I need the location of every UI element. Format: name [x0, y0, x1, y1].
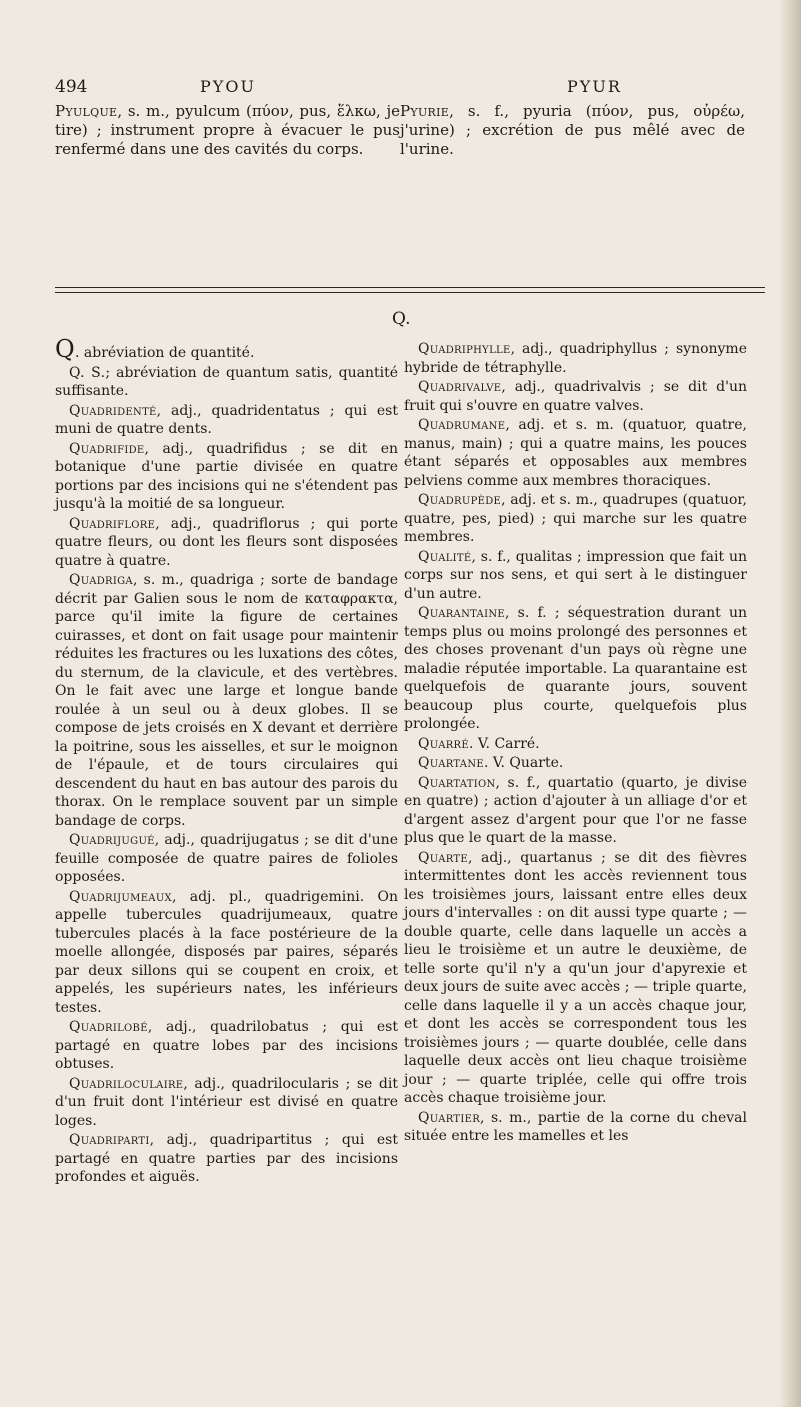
entry-headword: Quarte — [418, 849, 468, 866]
dictionary-entry — [404, 548, 747, 604]
dictionary-entry — [55, 571, 398, 830]
dictionary-entry — [404, 754, 747, 773]
dictionary-entry — [404, 735, 747, 754]
entry-text: . V. Quarte. — [483, 755, 564, 771]
dictionary-entry — [404, 378, 747, 415]
dictionary-entry — [404, 491, 747, 547]
entry-text: , adj. pl., quadrigemini. On appelle tubercules quadrijumeaux, quatre tubercules placés à la face postérieure de la moelle allongée, disposés par paires, séparés par deux sillons qui se coupent en croix, et appelés, les supérieurs nates, les inférieurs testes. — [55, 888, 398, 1016]
entry-headword: Quadrumane — [418, 417, 506, 433]
page-edge-shadow — [779, 0, 801, 1407]
dictionary-entry — [404, 774, 747, 848]
entry-headword: Quadrivalve — [418, 379, 502, 395]
entry-headword: Quadridenté — [69, 402, 157, 419]
entry-text: , s. f. ; séquestration durant un temps plus ou moins prolongé des personnes et des choses provenant d'un pays où règne une maladie réputée importable. La quarantaine est quelquefois de quarante jours, souvent beaucoup plus courte, quelquefois plus prolongée. — [404, 605, 747, 732]
entry-headword: Quarré — [418, 735, 469, 752]
entry-text: , s. f., qualitas ; impression que fait un corps sur nos sens, et qui sert à le distinguer d'un autre. — [404, 548, 747, 602]
entry-headword: Quadriparti — [69, 1132, 150, 1148]
entry-text: , s. f., pyuria (πύον, pus, οὐρέω, j'urine) ; excrétion de pus mêlé avec de l'urine. — [400, 102, 745, 158]
entry-headword: Quadrupède — [418, 492, 502, 508]
running-head-left: PYOU — [200, 77, 256, 96]
dictionary-entry — [55, 364, 398, 401]
entry-text: , adj., quadrifidus ; se dit en botanique d'une partie divisée en quatre portions par des incisions qui ne s'étendent pas jusqu'à la moitié de sa longueur. — [55, 440, 398, 512]
entry-headword: Pyurie — [400, 102, 450, 120]
entry-text: , s. m., partie de la corne du cheval située entre les mamelles et les — [404, 1109, 747, 1144]
entry-text: , adj., quadrilocularis ; se dit d'un fruit dont l'intérieur est divisé en quatre loges. — [55, 1075, 398, 1129]
dictionary-entry — [55, 831, 398, 887]
entry-text: , adj., quadrivalvis ; se dit d'un fruit qui s'ouvre en quatre valves. — [404, 379, 747, 414]
entry-headword: Quadriphylle — [418, 341, 511, 357]
dictionary-entry — [55, 1075, 398, 1131]
entry-headword: Quadriloculaire — [69, 1075, 184, 1092]
entry-text: . V. Carré. — [468, 735, 540, 752]
entry-text: . abréviation de quantité. — [74, 345, 255, 361]
entry-headword: Quadriga — [69, 572, 133, 588]
section-letter: Q. — [392, 309, 411, 329]
entry-headword: Quadrilobé — [69, 1019, 148, 1035]
dictionary-entry — [404, 849, 747, 1108]
dictionary-entry — [55, 335, 398, 363]
entry-text: , s. f., quartatio (quarto, je divise en quatre) ; action d'ajouter à un alliage d'or et d'argent assez d'argent pour que l'or ne fasse plus que le quart de la masse. — [404, 774, 747, 846]
section-rule-top — [55, 287, 765, 288]
running-head-right: PYUR — [567, 77, 622, 96]
entry-headword: Quadrijumeaux — [69, 888, 172, 905]
entry-headword: Qualité — [418, 548, 472, 565]
entry-text: , s. m., quadriga ; sorte de bandage décrit par Galien sous le nom de καταφρακτα, parce qu'il imite la figure de certaines cuirasses, et dont on fait usage pour maintenir réduites les fractures ou les luxations des côtes, du sternum, de la clavicule, et des vertèbres. On le fait avec une large et longue bande roulée à un seul ou à deux globes. Il se compose de jets croisés en X devant et derrière la poitrine, sous les aisselles, et sur le moignon de l'épaule, et de tours circulaires qui descendent du haut en bas autour des parois du thorax. On le remplace souvent par un simple bandage de corps. — [55, 572, 398, 829]
entry-text: , adj., quartanus ; se dit des fièvres intermittentes dont les accès reviennent tous les troisièmes jours, laissant entre elles deux jours d'intervalles : on dit aussi type quarte ; — double quarte, celle dans laquelle un accès a lieu le troisième et un autre le deuxième, de telle sorte qu'il n'y a qu'un jour d'apyrexie et deux jours de suite avec accès ; — triple quarte, celle dans laquelle il y a un accès chaque jour, et dont les accès se correspondent tous les troisièmes jours ; — quarte doublée, celle dans laquelle deux accès ont lieu chaque troisième jour ; — quarte triplée, celle qui offre trois accès chaque troisième jour. — [404, 849, 747, 1106]
entry-text: ; abréviation de quantum satis, quantité suffisante. — [55, 364, 398, 399]
dictionary-entry — [55, 402, 398, 439]
left-column — [55, 335, 398, 1188]
entry-text: , adj., quadridentatus ; qui est muni de quatre dents. — [55, 402, 398, 437]
entry-text: , adj. et s. m., quadrupes (quatuor, quatre, pes, pied) ; qui marche sur les quatre membres. — [404, 492, 747, 545]
dictionary-entry — [404, 340, 747, 377]
dictionary-entry — [55, 1131, 398, 1187]
dictionary-entry — [404, 416, 747, 490]
dictionary-entry — [55, 1018, 398, 1074]
entry-text: , adj., quadrilobatus ; qui est partagé en quatre lobes par des incisions obtuses. — [55, 1019, 398, 1072]
section-rule-bottom — [55, 292, 765, 293]
dictionary-entry — [404, 1109, 747, 1146]
entry-headword: Q. S. — [69, 364, 106, 381]
dictionary-entry — [55, 888, 398, 1018]
entry-headword: Pyulque — [55, 102, 118, 120]
top-entry-left — [55, 102, 400, 159]
entry-headword: Quarantaine — [418, 605, 505, 621]
entry-text: , adj., quadriflorus ; qui porte quatre fleurs, ou dont les fleurs sont disposées quatre à quatre. — [55, 515, 398, 569]
dictionary-entry — [55, 440, 398, 514]
entry-text: , adj. et s. m. (quatuor, quatre, manus, main) ; qui a quatre mains, les pouces étant séparés et opposables aux membres pelviens comme aux membres thoraciques. — [404, 417, 747, 489]
entry-text: , s. m., pyulcum (πύον, pus, ἕλκω, je tire) ; instrument propre à évacuer le pus renfermé dans une des cavités du corps. — [55, 102, 400, 158]
page-number: 494 — [55, 77, 88, 97]
entry-headword: Quadrifide — [69, 440, 145, 457]
top-entry-right — [400, 102, 745, 159]
entry-headword: Quartation — [418, 774, 496, 791]
entry-headword: Q — [55, 335, 75, 363]
dictionary-entry — [55, 515, 398, 571]
entry-headword: Quartier — [418, 1109, 481, 1126]
right-column — [404, 340, 747, 1147]
entry-headword: Quartane — [418, 755, 484, 771]
entry-text: , adj., quadriphyllus ; synonyme hybride de tétraphylle. — [404, 341, 747, 376]
entry-headword: Quadriflore — [69, 515, 156, 532]
entry-text: , adj., quadripartitus ; qui est partagé en quatre parties par des incisions profondes et aiguës. — [55, 1132, 398, 1185]
dictionary-entry — [404, 604, 747, 734]
entry-headword: Quadrijugué — [69, 832, 155, 848]
entry-text: , adj., quadrijugatus ; se dit d'une feuille composée de quatre paires de folioles opposées. — [55, 832, 398, 885]
